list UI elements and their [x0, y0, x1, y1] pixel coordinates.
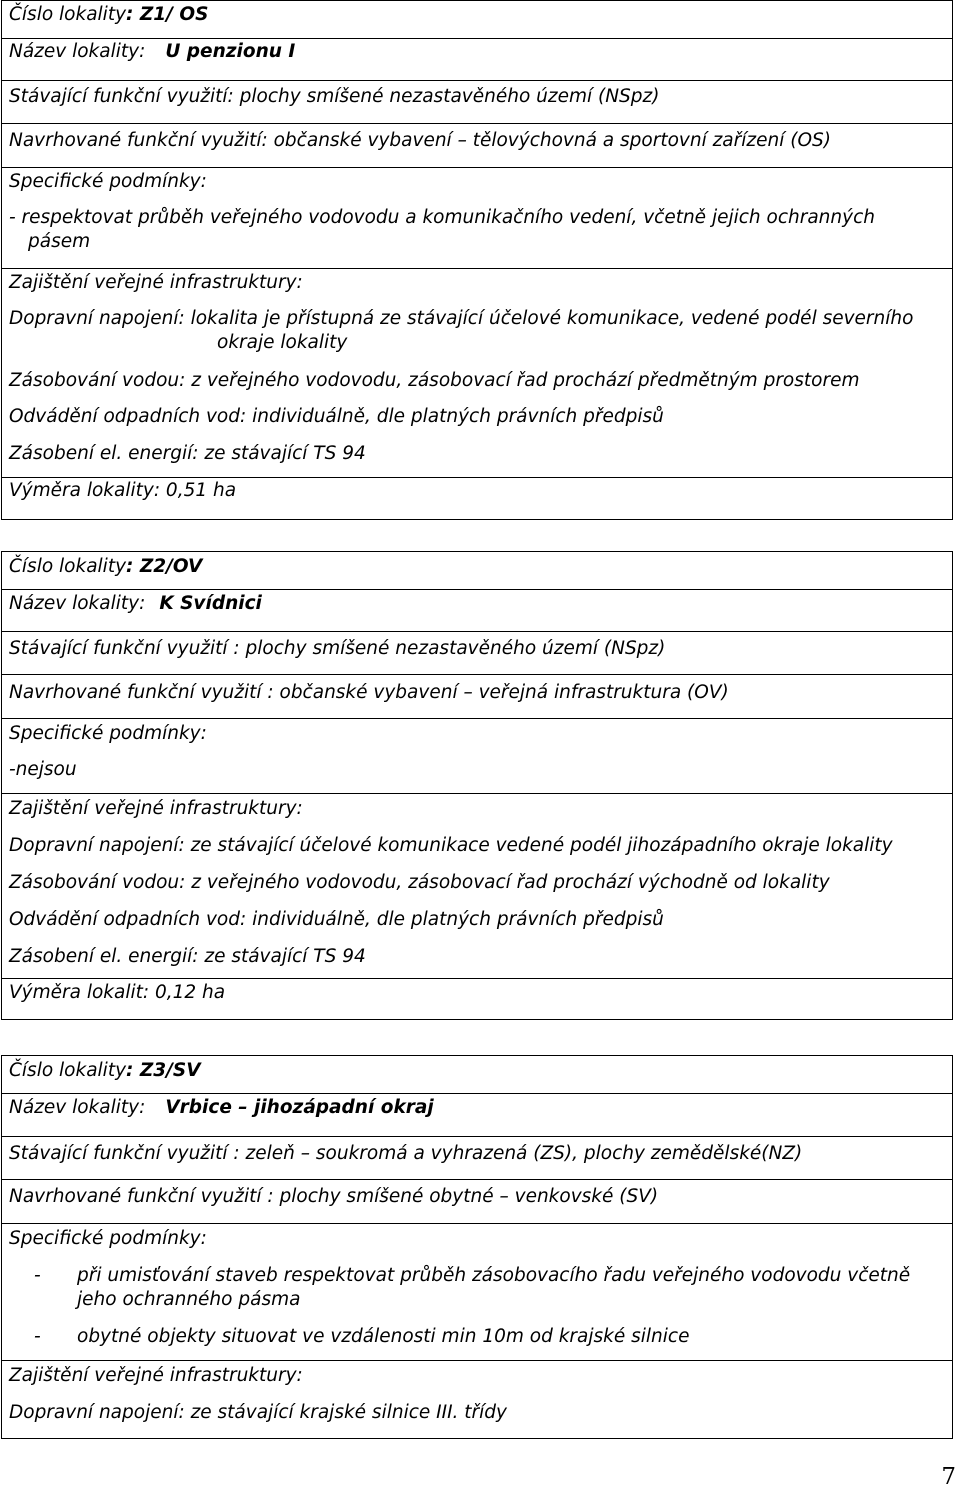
cislo-line	[9, 1059, 201, 1083]
nazev-line	[9, 592, 262, 616]
specificke-label: Specifické podmínky:	[9, 1228, 207, 1249]
nazev-value: U penzionu I	[165, 41, 296, 62]
zajisteni-label: Zajištění veřejné infrastruktury:	[9, 798, 303, 819]
zasobovani-vodou-line: Zásobování vodou: z veřejného vodovodu, zásobovací řad prochází východně od lokality	[9, 872, 830, 893]
cislo-row	[2, 1, 952, 39]
navrhovane-text: Navrhované funkční využití : občanské vybavení – veřejná infrastruktura (OV)	[9, 682, 729, 703]
cislo-line	[9, 3, 208, 27]
podminka-line: - respektovat průběh veřejného vodovodu a komunikačního vedení, včetně jejich ochranných	[9, 207, 875, 228]
vymera-text: Výměra lokality: 0,51 ha	[9, 480, 237, 501]
nazev-row	[2, 590, 952, 632]
dopravni-line: Dopravní napojení: lokalita je přístupná ze stávající účelové komunikace, vedené podél severního	[9, 308, 914, 329]
cislo-value: : Z1/ OS	[126, 4, 209, 25]
navrhovane-text: Navrhované funkční využití: občanské vybavení – tělovýchovná a sportovní zařízení (OS)	[9, 130, 831, 151]
nazev-value: Vrbice – jihozápadní okraj	[165, 1097, 434, 1118]
podminka-line-cont: pásem	[28, 231, 91, 252]
navrhovane-row	[2, 1180, 952, 1224]
podminka-line-1-cont: jeho ochranného pásma	[77, 1289, 301, 1310]
vymera-row	[2, 478, 952, 520]
vymera-text: Výměra lokalit: 0,12 ha	[9, 982, 226, 1003]
nazev-line	[9, 40, 295, 64]
cislo-row	[2, 1056, 952, 1094]
zajisteni-row	[2, 269, 952, 478]
zasobovani-vodou-line: Zásobování vodou: z veřejného vodovodu, zásobovací řad prochází předmětným prostorem	[9, 370, 860, 391]
cislo-label: Číslo lokality	[9, 4, 127, 25]
podminka-line-1: při umisťování staveb respektovat průběh zásobovacího řadu veřejného vodovodu včetně	[77, 1265, 911, 1286]
locality-table-z2	[1, 551, 953, 1020]
specificke-row	[2, 1224, 952, 1361]
dopravni-line: Dopravní napojení: ze stávající krajské silnice III. třídy	[9, 1402, 507, 1423]
nazev-row	[2, 1094, 952, 1137]
odvadeni-line: Odvádění odpadních vod: individuálně, dle platných právních předpisů	[9, 406, 664, 427]
stavajici-text: Stávající funkční využití : zeleň – soukromá a vyhrazená (ZS), plochy zemědělské(NZ)	[9, 1143, 803, 1164]
zajisteni-label: Zajištění veřejné infrastruktury:	[9, 1365, 303, 1386]
podminka-line: -nejsou	[9, 759, 77, 780]
stavajici-row	[2, 632, 952, 675]
dopravni-line-cont: okraje lokality	[217, 332, 348, 353]
stavajici-row	[2, 81, 952, 124]
locality-table-z1	[1, 0, 953, 520]
cislo-label: Číslo lokality	[9, 556, 127, 577]
zasobeni-el-line: Zásobení el. energií: ze stávající TS 94	[9, 946, 366, 967]
zasobeni-el-line: Zásobení el. energií: ze stávající TS 94	[9, 443, 366, 464]
zajisteni-label: Zajištění veřejné infrastruktury:	[9, 272, 303, 293]
stavajici-text: Stávající funkční využití: plochy smíšené nezastavěného území (NSpz)	[9, 86, 660, 107]
specificke-label: Specifické podmínky:	[9, 171, 207, 192]
locality-table-z3	[1, 1055, 953, 1439]
cislo-line	[9, 555, 202, 579]
nazev-value: K Svídnici	[159, 593, 262, 614]
cislo-row	[2, 552, 952, 590]
vymera-row	[2, 979, 952, 1020]
bullet-dash: -	[34, 1265, 41, 1286]
bullet-dash: -	[34, 1326, 41, 1347]
specificke-row	[2, 168, 952, 269]
navrhovane-row	[2, 124, 952, 168]
zajisteni-row	[2, 794, 952, 979]
odvadeni-line: Odvádění odpadních vod: individuálně, dle platných právních předpisů	[9, 909, 664, 930]
dopravni-line: Dopravní napojení: ze stávající účelové komunikace vedené podél jihozápadního okraje lokality	[9, 835, 893, 856]
navrhovane-row	[2, 675, 952, 719]
navrhovane-text: Navrhované funkční využití : plochy smíšené obytné – venkovské (SV)	[9, 1186, 659, 1207]
stavajici-row	[2, 1137, 952, 1180]
specificke-label: Specifické podmínky:	[9, 723, 207, 744]
nazev-label: Název lokality:	[9, 1097, 146, 1118]
cislo-label: Číslo lokality	[9, 1060, 127, 1081]
stavajici-text: Stávající funkční využití : plochy smíšené nezastavěného území (NSpz)	[9, 638, 666, 659]
nazev-row	[2, 39, 952, 81]
specificke-row	[2, 719, 952, 794]
page-number: 7	[941, 1464, 956, 1490]
nazev-label: Název lokality:	[9, 593, 146, 614]
zajisteni-row	[2, 1361, 952, 1439]
nazev-line	[9, 1096, 434, 1120]
nazev-label: Název lokality:	[9, 41, 146, 62]
podminka-line-2: obytné objekty situovat ve vzdálenosti min 10m od krajské silnice	[77, 1326, 690, 1347]
cislo-value: : Z3/SV	[126, 1060, 201, 1081]
cislo-value: : Z2/OV	[126, 556, 203, 577]
